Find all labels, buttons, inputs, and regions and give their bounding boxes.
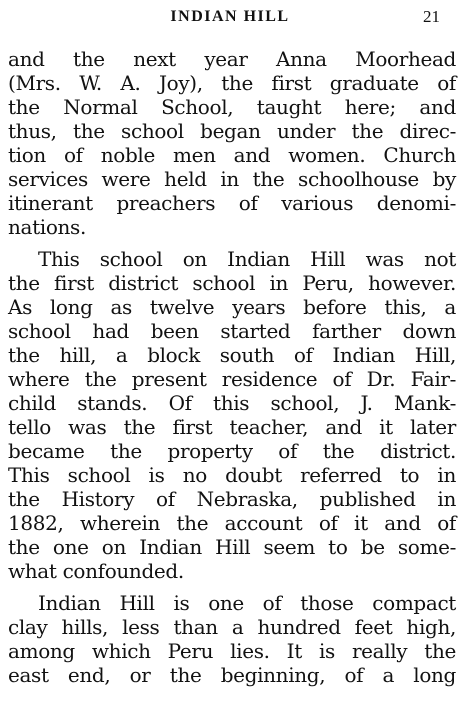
text-line: As long as twelve years before this, a — [8, 295, 456, 319]
text-line: the Normal School, taught here; and — [8, 95, 456, 119]
running-head — [0, 6, 460, 30]
text-line: thus, the school began under the direc- — [8, 119, 456, 143]
text-line: the first district school in Peru, however. — [8, 271, 456, 295]
text-line: became the property of the district. — [8, 439, 456, 463]
text-line: where the present residence of Dr. Fair- — [8, 367, 456, 391]
text-line: school had been started farther down — [8, 319, 456, 343]
text-line: the hill, a block south of Indian Hill, — [8, 343, 456, 367]
text-line: tion of noble men and women. Church — [8, 143, 456, 167]
text-line: clay hills, less than a hundred feet high, — [8, 615, 456, 639]
text-line: This school is no doubt referred to in — [8, 463, 456, 487]
running-title: INDIAN HILL — [170, 8, 290, 25]
text-line: and the next year Anna Moorhead — [8, 47, 456, 71]
text-line: among which Peru lies. It is really the — [8, 639, 456, 663]
text-line: This school on Indian Hill was not — [38, 247, 456, 271]
text-line: services were held in the schoolhouse by — [8, 167, 456, 191]
text-line: the one on Indian Hill seem to be some- — [8, 535, 456, 559]
text-line: itinerant preachers of various denomi- — [8, 191, 456, 215]
text-line: nations. — [8, 215, 86, 239]
page-number: 21 — [423, 7, 440, 26]
text-line: the History of Nebraska, published in — [8, 487, 456, 511]
text-line: 1882, wherein the account of it and of — [8, 511, 456, 535]
text-line: tello was the first teacher, and it later — [8, 415, 456, 439]
text-line: child stands. Of this school, J. Mank- — [8, 391, 456, 415]
text-line: (Mrs. W. A. Joy), the first graduate of — [8, 71, 456, 95]
text-line: east end, or the beginning, of a long — [8, 663, 456, 687]
text-line: what confounded. — [8, 559, 184, 583]
text-line: Indian Hill is one of those compact — [38, 591, 456, 615]
